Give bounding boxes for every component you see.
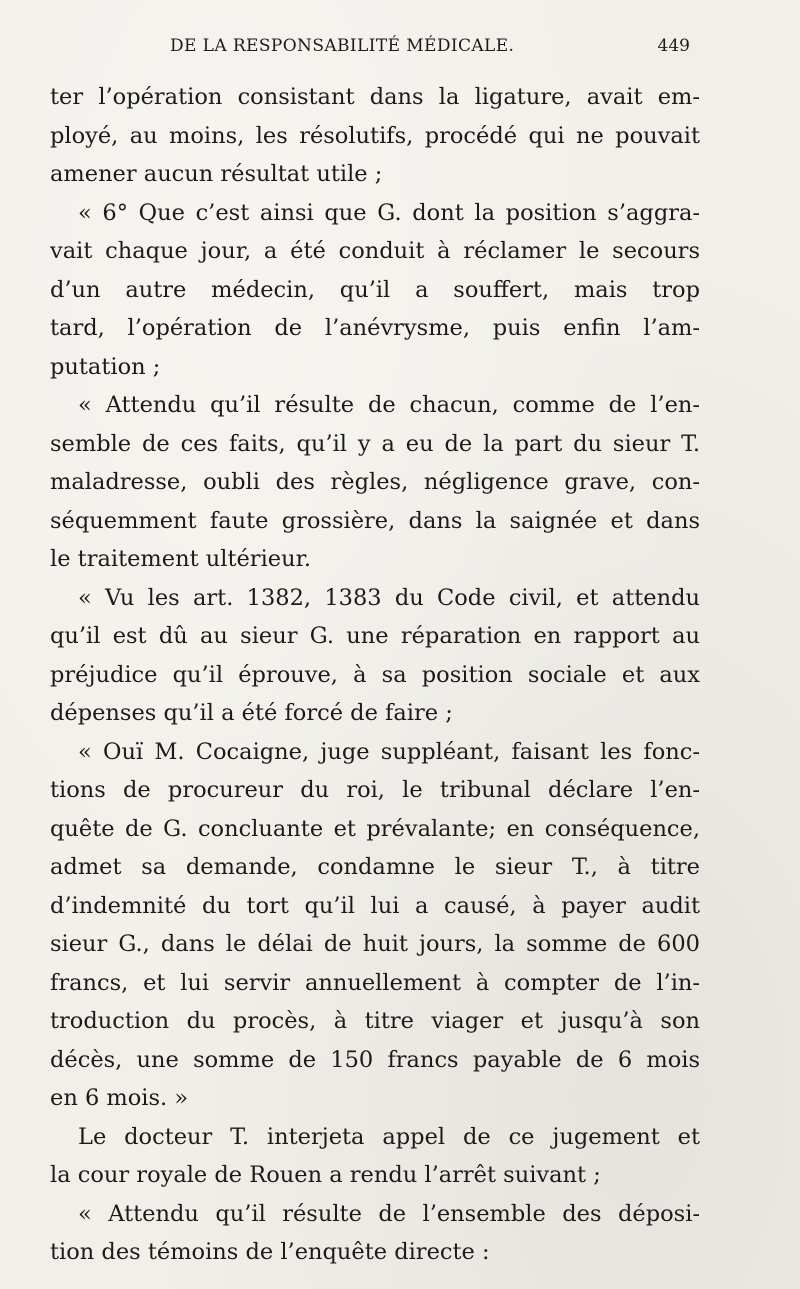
text-line: putation ;: [50, 353, 161, 380]
text-line: « Ouï M. Cocaigne, juge suppléant, faisant les fonc-: [78, 738, 700, 765]
text-line: d’un autre médecin, qu’il a souffert, mais trop: [50, 276, 700, 303]
text-line: admet sa demande, condamne le sieur T., à titre: [50, 854, 700, 880]
text-line: qu’il est dû au sieur G. une réparation en rapport au: [50, 623, 700, 649]
text-line: ployé, au moins, les résolutifs, procédé qui ne pouvait: [50, 122, 700, 149]
text-line: le traitement ultérieur.: [50, 546, 312, 572]
running-title: DE LA RESPONSABILITÉ MÉDICALE.: [170, 36, 515, 56]
text-line: en 6 mois. »: [50, 1085, 189, 1111]
text-line: vait chaque jour, a été conduit à réclamer le secours: [50, 238, 700, 264]
text-line: troduction du procès, à titre viager et jusqu’à son: [50, 1008, 700, 1034]
running-head: [0, 36, 800, 66]
text-line: Le docteur T. interjeta appel de ce jugement et: [78, 1123, 700, 1150]
text-line: semble de ces faits, qu’il y a eu de la part du sieur T.: [50, 430, 700, 457]
text-line: « Vu les art. 1382, 1383 du Code civil, et attendu: [78, 584, 700, 611]
text-line: francs, et lui servir annuellement à compter de l’in-: [50, 969, 700, 996]
page-number: 449: [657, 36, 690, 56]
text-line: la cour royale de Rouen a rendu l’arrêt suivant ;: [50, 1162, 601, 1188]
text-line: séquemment faute grossière, dans la saignée et dans: [50, 507, 700, 534]
text-line: « Attendu qu’il résulte de l’ensemble des déposi-: [78, 1200, 700, 1227]
text-line: tions de procureur du roi, le tribunal déclare l’en-: [50, 777, 700, 803]
text-line: dépenses qu’il a été forcé de faire ;: [50, 700, 453, 726]
text-line: sieur G., dans le délai de huit jours, la somme de 600: [50, 931, 700, 957]
text-line: « Attendu qu’il résulte de chacun, comme de l’en-: [78, 392, 700, 418]
text-line: d’indemnité du tort qu’il lui a causé, à payer audit: [50, 892, 700, 919]
text-line: quête de G. concluante et prévalante; en conséquence,: [50, 815, 700, 842]
body-text: [50, 78, 700, 1272]
text-line: décès, une somme de 150 francs payable de 6 mois: [50, 1046, 700, 1073]
text-line: « 6° Que c’est ainsi que G. dont la position s’aggra-: [78, 199, 700, 226]
text-line: préjudice qu’il éprouve, à sa position sociale et aux: [50, 661, 700, 688]
text-line: tard, l’opération de l’anévrysme, puis enfin l’am-: [50, 315, 700, 341]
text-line: tion des témoins de l’enquête directe :: [50, 1239, 490, 1265]
text-line: ter l’opération consistant dans la ligature, avait em-: [50, 84, 700, 110]
text-line: amener aucun résultat utile ;: [50, 161, 383, 187]
text-line: maladresse, oubli des règles, négligence grave, con-: [50, 469, 700, 495]
